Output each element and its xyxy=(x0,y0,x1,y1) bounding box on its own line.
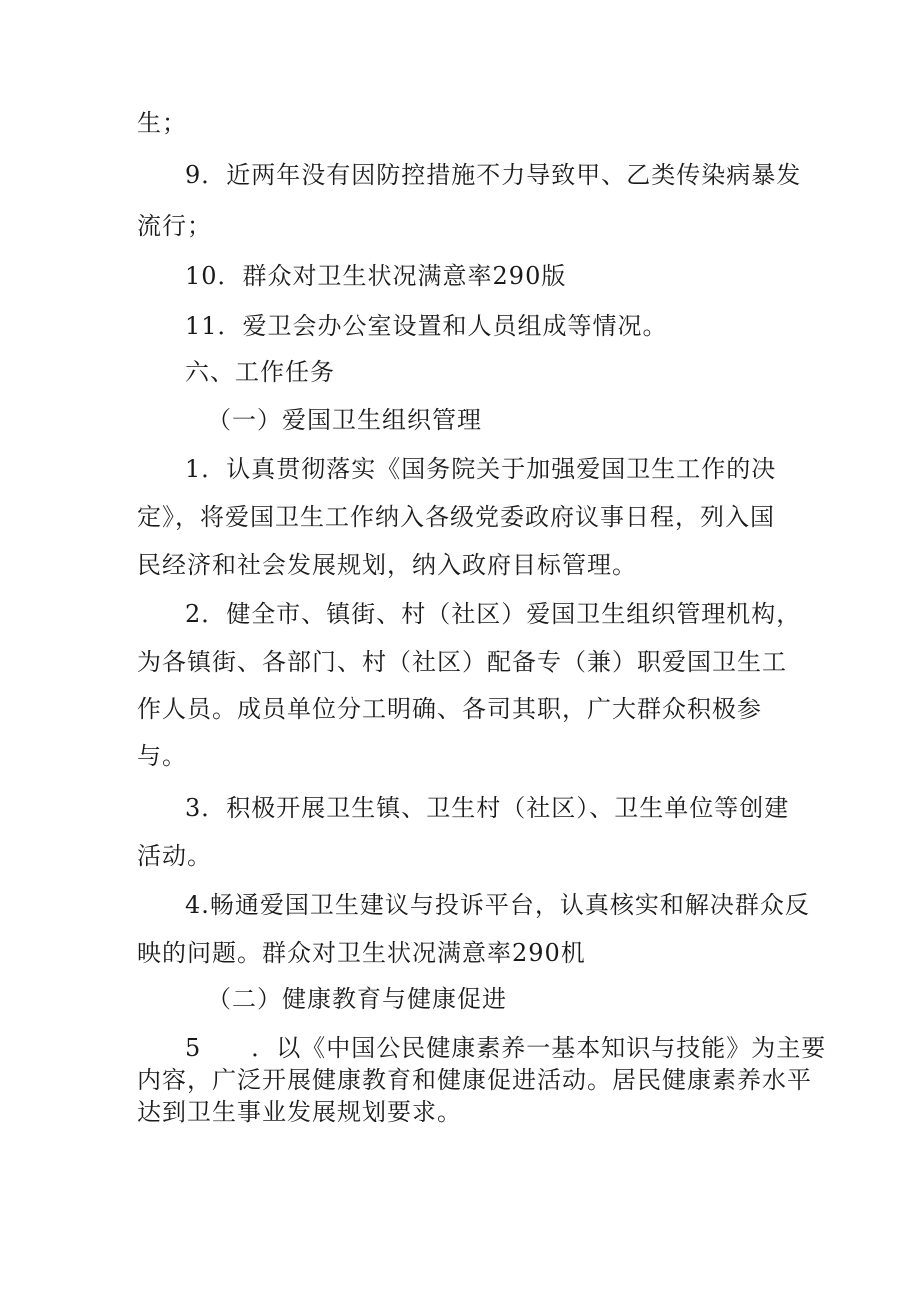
text-line-21: 内容，广泛开展健康教育和健康促进活动。居民健康素养水平 xyxy=(137,1066,812,1094)
section-heading-6: 六、工作任务 xyxy=(185,358,335,386)
text-line-3: 流行； xyxy=(137,212,212,240)
text-line-5: 11．爱卫会办公室设置和人员组成等情况。 xyxy=(185,312,668,340)
text-line-8: 1．认真贯彻落实《国务院关于加强爱国卫生工作的决 xyxy=(185,455,777,483)
text-line-14: 与。 xyxy=(137,742,187,770)
text-line-17: 4.畅通爱国卫生建议与投诉平台，认真核实和解决群众反 xyxy=(185,891,810,919)
text-line-18: 映的问题。群众对卫生状况满意率290机 xyxy=(137,939,586,967)
text-line-20: 5 ．以《中国公民健康素养一基本知识与技能》为主要 xyxy=(185,1034,827,1062)
text-line-4: 10．群众对卫生状况满意率290版 xyxy=(185,262,567,290)
text-line-11: 2．健全市、镇街、村（社区）爱国卫生组织管理机构， xyxy=(185,600,802,628)
text-line-10: 民经济和社会发展规划，纳入政府目标管理。 xyxy=(137,551,637,579)
text-line-15: 3．积极开展卫生镇、卫生村（社区）、卫生单位等创建 xyxy=(185,794,790,822)
text-line-1: 生； xyxy=(137,109,187,137)
text-line-9: 定》，将爱国卫生工作纳入各级党委政府议事日程，列入国 xyxy=(137,503,775,531)
text-line-13: 作人员。成员单位分工明确、各司其职，广大群众积极参 xyxy=(137,695,762,723)
subsection-heading-1: （一）爱国卫生组织管理 xyxy=(207,406,482,434)
text-line-22: 达到卫生事业发展规划要求。 xyxy=(137,1098,462,1126)
subsection-heading-2: （二）健康教育与健康促进 xyxy=(207,985,507,1013)
text-line-2: 9．近两年没有因防控措施不力导致甲、乙类传染病暴发 xyxy=(185,161,802,189)
text-line-16: 活动。 xyxy=(137,842,212,870)
text-line-12: 为各镇街、各部门、村（社区）配备专（兼）职爱国卫生工 xyxy=(137,648,787,676)
